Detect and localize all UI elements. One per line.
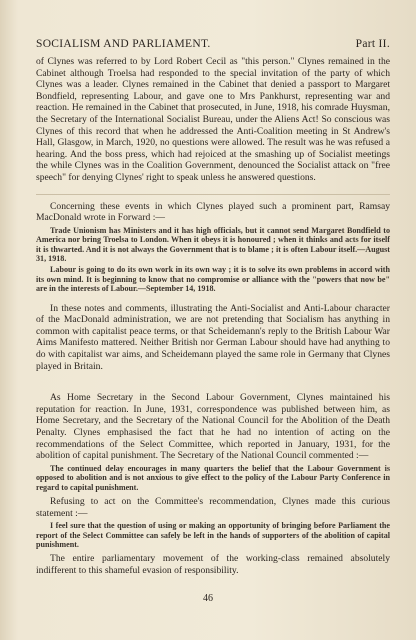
quote-forward-september: Labour is going to do its own work in its own way ; it is to solve its own problems in accord with its own mind. It is beginning to know that no compromise or alliance with the "powers that now be" are in the interests of Labour.—September 14, 1918. [36,265,390,294]
paragraph-home-secretary: As Home Secretary in the Second Labour Government, Clynes maintained his reputation for reaction. In June, 1931, correspondence was published between him, as Home Secretary, and the Secretary of the National Council for the Abolition of the Death Penalty. Clynes emphasised the fact that he had no intention of acting on the recommendations of the Select Committee, which reported in January, 1931, for the abolition of capital punishment. The Secretary of the National Council commented :— [36,392,390,462]
running-header [36,38,390,50]
paragraph-macdonald-intro: Concerning these events in which Clynes played such a prominent part, Ramsay MacDonald wrote in Forward :— [36,200,390,224]
paragraph-refusing: Refusing to act on the Committee's recommendation, Clynes made this curious statement :— [36,495,390,519]
quote-clynes-statement: I feel sure that the question of using or making an opportunity of bringing before Parliament the report of the Select Committee can safely be left in the hands of supporters of the abolition of capital punishment. [36,521,390,549]
paragraph-indifference: The entire parliamentary movement of the working-class remained absolutely indifferent to this shameful evasion of responsibility. [36,553,390,576]
page-number: 46 [203,593,213,604]
paragraph-notes-comments: In these notes and comments, illustrating the Anti-Socialist and Anti-Labour character of the MacDonald administration, we are not pretending that Socialism has anything in common with capitalist peace terms, or that Scheidemann's reply to the British Labour War Aims Manifesto mattered. Neither British nor German Labour should have had anything to do with capitalist war aims, and Scheidemann played the same role in Germany that Clynes played in Britain. [36,302,390,372]
quote-forward-august: Trade Unionism has Ministers and it has high officials, but it cannot send Margaret Bondfield to America nor bring Troelsa to London. When it obeys it is honoured ; when it thinks and acts for itself it is thwarted. And it is not always the Government that is to blame ; it is often Labour itself.—August 31, 1918. [36,225,390,263]
part-label: Part II. [355,38,390,50]
divider [36,194,390,195]
quote-national-council: The continued delay encourages in many quarters the belief that the Labour Government is opposed to abolition and is not anxious to give effect to the policy of the Labour Party Conference in regard to capital punishment. [36,463,390,492]
paragraph-clynes-cabinet: of Clynes was referred to by Lord Robert Cecil as "this person." Clynes remained in the Cabinet although Troelsa had responded to the special invitation of the party of which Clynes was a leader. Clynes remained in the Cabinet that denied a passport to Margaret Bondfield, representing Labour, and gave one to Mrs Pankhurst, representing war and reaction. He remained in the Cabinet that prosecuted, in June, 1918, his comrade Huysman, the Secretary of the International Socialist Bureau, under the Aliens Act! So conscious was Clynes of this record that when he addressed the Anti-Coalition meeting in St Andrew's Hall, Glasgow, in March, 1920, no questions were allowed. The result was he was refused a hearing. And the boss press, which had rejoiced at the smashing up of Socialist meetings the while Clynes was in the Coalition Government, denounced the Socialist attack on "free speech" for denying Clynes' right to speak unless he answered questions. [36,56,390,183]
running-title: SOCIALISM AND PARLIAMENT. [36,38,211,50]
